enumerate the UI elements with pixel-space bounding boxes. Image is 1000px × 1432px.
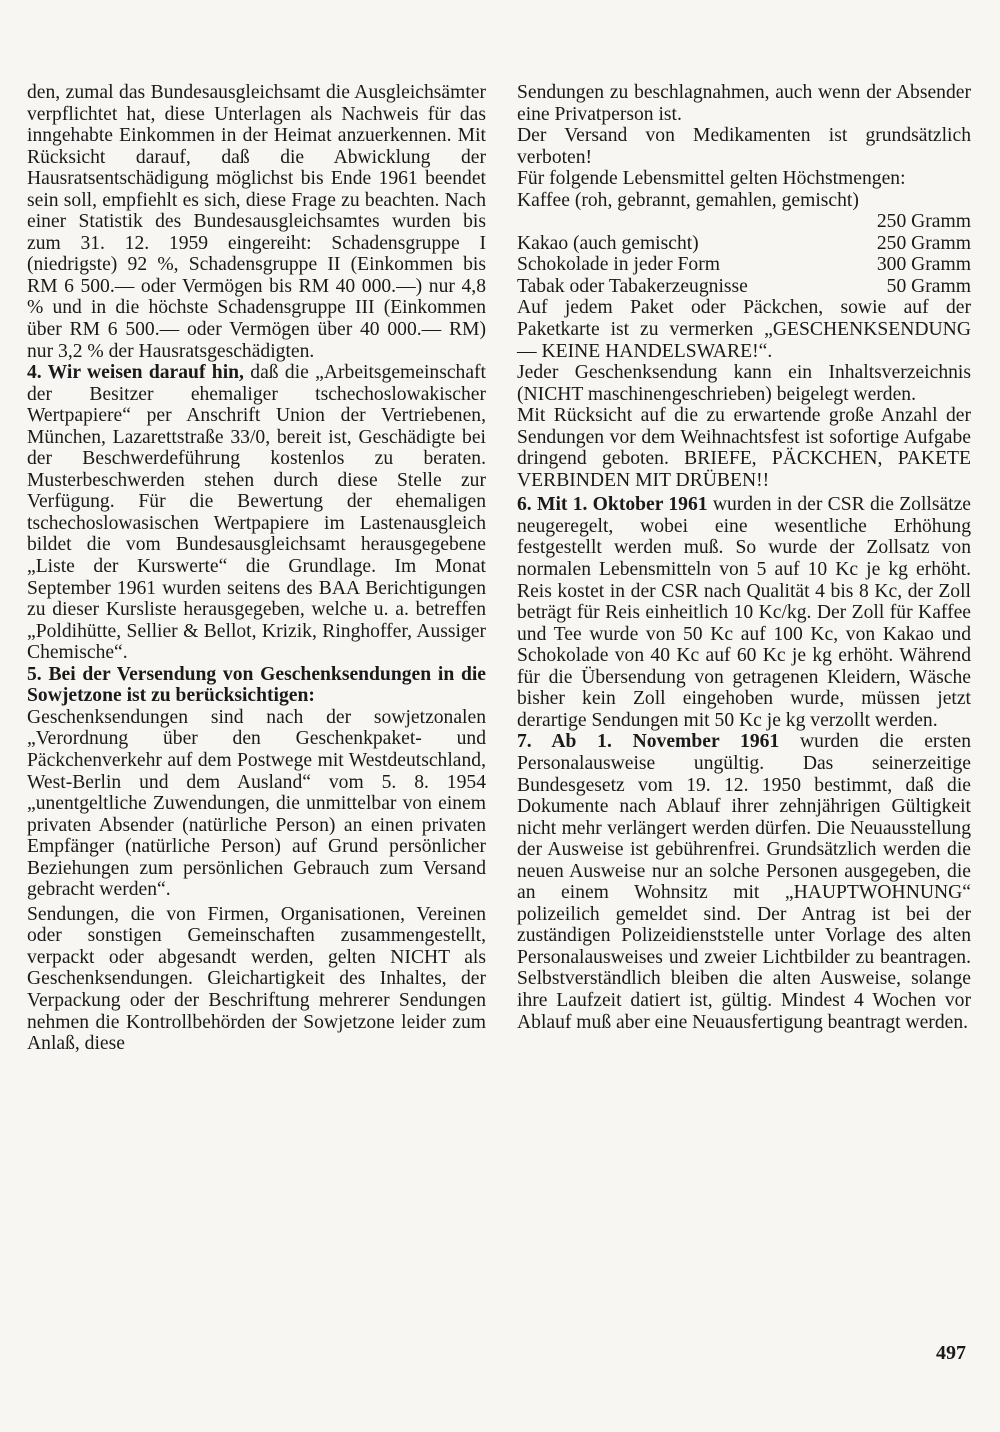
paragraph-hausrat: den, zumal das Bundesausgleichsamt die Ausgleichsämter verpflichtet hat, diese Unterlagen als Nachweis für das inngehabte Einkommen in der Heimat anzuerkennen. Mit Rücksicht darauf, daß die Abwicklung der Hausratsentschädigung möglichst bis Ende 1961 beendet sein soll, empfiehlt es sich, diese Frage zu beachten. Nach einer Statistik des Bundesausgleichsamtes wurden bis zum 31. 12. 1959 eingereiht: Schadensgruppe I (niedrigste) 92 %, Schadensgruppe II (Einkommen bis RM 6 500.— oder Vermögen bis RM 40 000.—) nur 4,8 % und in die höchste Schadensgruppe III (Einkommen über RM 6 500.— oder Vermögen über 40 000.— RM) nur 3,2 % der Hausratsgeschädigten. — [27, 82, 486, 362]
page-number: 497 — [936, 1342, 966, 1364]
paragraph-medikamente: Der Versand von Medikamenten ist grundsätzlich verboten! — [517, 125, 971, 168]
right-column — [517, 82, 971, 1033]
food-item: Kaffee (roh, gebrannt, gemahlen, gemischt) — [517, 189, 859, 211]
food-amount: 250 Gramm — [876, 211, 971, 233]
section-6-body: wurden in der CSR die Zollsätze neugeregelt, wobei eine wesentliche Erhöhung festgestellt werden muß. So wurde der Zollsatz von normalen Lebensmitteln von 5 auf 10 Kc je kg erhöht. Reis kostet in der CSR nach Qualität 4 bis 8 Kc, der Zoll beträgt für Reis einheitlich 10 Kc/kg. Der Zoll für Kaffee und Tee wurde von 50 Kc auf 100 Kc, von Kakao und Schokolade von 40 Kc auf 60 Kc je kg erhöht. Während für die Übersendung von getragenen Kleidern, Wäsche bisher kein Zoll eingehoben wurde, müssen jetzt derartige Sendungen mit 50 Kc je kg verzollt werden. — [517, 494, 972, 731]
section-5-heading: 5. Bei der Versendung von Geschenksendungen in die Sowjetzone ist zu berücksichtigen: — [27, 663, 486, 707]
paragraph-inhaltsverzeichnis: Jeder Geschenksendung kann ein Inhaltsverzeichnis (NICHT maschinengeschrieben) beigelegt werden. — [517, 362, 971, 405]
section-7-heading: 7. Ab 1. November 1961 — [517, 731, 780, 753]
food-amount: 250 Gramm — [876, 232, 971, 254]
section-6 — [517, 494, 971, 731]
food-amount: 300 Gramm — [876, 254, 971, 276]
section-7-body: wurden die ersten Personalausweise ungültig. Das seinerzeitige Bundesgesetz vom 19. 12. 1950 bestimmt, daß die Dokumente nach Ablauf ihrer zehnjährigen Gültigkeit nicht mehr verlängert werden dürfen. Die Neuausstellung der Ausweise ist gebührenfrei. Grundsätzlich werden die neuen Ausweise nur an solche Personen ausgegeben, die an einem Wohnsitz mit „HAUPTWOHNUNG“ polizeilich gemeldet sind. Der Antrag ist bei der zuständigen Polizeidienststelle unter Vorlage des alten Personalausweises und zweier Lichtbilder zu beantragen. Selbstverständlich bleiben die alten Ausweise, solange ihre Laufzeit datiert ist, gültig. Mindest 4 Wochen vor Ablauf muß aber eine Neuausfertigung beantragt werden. — [517, 731, 971, 1033]
paragraph-sendungen: Sendungen, die von Firmen, Organisationen, Vereinen oder sonstigen Gemeinschaften zusammengestellt, verpackt oder abgesandt werden, gelten NICHT als Geschenksendungen. Gleichartigkeit des Inhaltes, der Verpackung oder der Beschriftung mehrerer Sendungen nehmen die Kontrollbehörden der Sowjetzone leider zum Anlaß, diese — [27, 903, 486, 1055]
section-4-heading: 4. Wir weisen darauf hin, — [27, 362, 244, 384]
paragraph-vermerk: Auf jedem Paket oder Päckchen, sowie auf der Paketkarte ist zu vermerken „GESCHENKSENDUNG — KEINE HANDELSWARE!“. — [517, 297, 971, 362]
food-item: Schokolade in jeder Form 300 Gramm — [517, 254, 971, 276]
food-limits-list — [517, 190, 971, 298]
section-4-body: daß die „Arbeitsgemeinschaft der Besitzer ehemaliger tschechoslowakischer Wertpapiere“ per Anschrift Union der Vertriebenen, München, Lazarettstraße 33/0, bereit ist, Geschädigte bei der Beschwerdeführung kostenlos zu beraten. Musterbeschwerden stehen durch diese Stelle zur Verfügung. Für die Bewertung der ehemaligen tschechoslowasischen Wertpapiere im Lastenausgleich bildet die vom Bundesausgleichsamt herausgegebene „Liste der Kurswerte“ die Grundlage. Im Monat September 1961 wurden seitens des BAA Berichtigungen zu dieser Kursliste herausgegeben, welche u. a. betreffen „Poldihütte, Sellier & Bellot, Krizik, Ringhoffer, Aussiger Chemische“. — [27, 362, 487, 664]
paragraph-weihnachten: Mit Rücksicht auf die zu erwartende große Anzahl der Sendungen vor dem Weihnachtsfest ist sofortige Aufgabe dringend geboten. BRIEFE, PÄCKCHEN, PAKETE VERBINDEN MIT DRÜBEN!! — [517, 405, 971, 491]
section-7 — [517, 731, 971, 1033]
section-6-heading: 6. Mit 1. Oktober 1961 — [517, 494, 708, 516]
paragraph-hoechstmengen: Für folgende Lebensmittel gelten Höchstmengen: — [517, 168, 906, 190]
section-4 — [27, 362, 486, 664]
left-column — [27, 82, 486, 1055]
food-amount: 50 Gramm — [886, 275, 971, 297]
section-5-body: Geschenksendungen sind nach der sowjetzonalen „Verordnung über den Geschenkpaket- und Päckchenverkehr auf dem Postwege mit Westdeutschland, West-Berlin und dem Ausland“ vom 5. 8. 1954 „unentgeltliche Zuwendungen, die unmittelbar von einem privaten Absender (natürliche Person) an einen privaten Empfänger (natürliche Person) auf Grund persönlicher Beziehungen zum persönlichen Gebrauch zum Versand gebracht werden“. — [27, 706, 486, 901]
paragraph-beschlagnahme: Sendungen zu beschlagnahmen, auch wenn der Absender eine Privatperson ist. — [517, 82, 971, 125]
food-item: Tabak oder Tabakerzeugnisse 50 Gramm — [517, 275, 971, 297]
food-item: Kakao (auch gemischt) 250 Gramm — [517, 232, 971, 254]
